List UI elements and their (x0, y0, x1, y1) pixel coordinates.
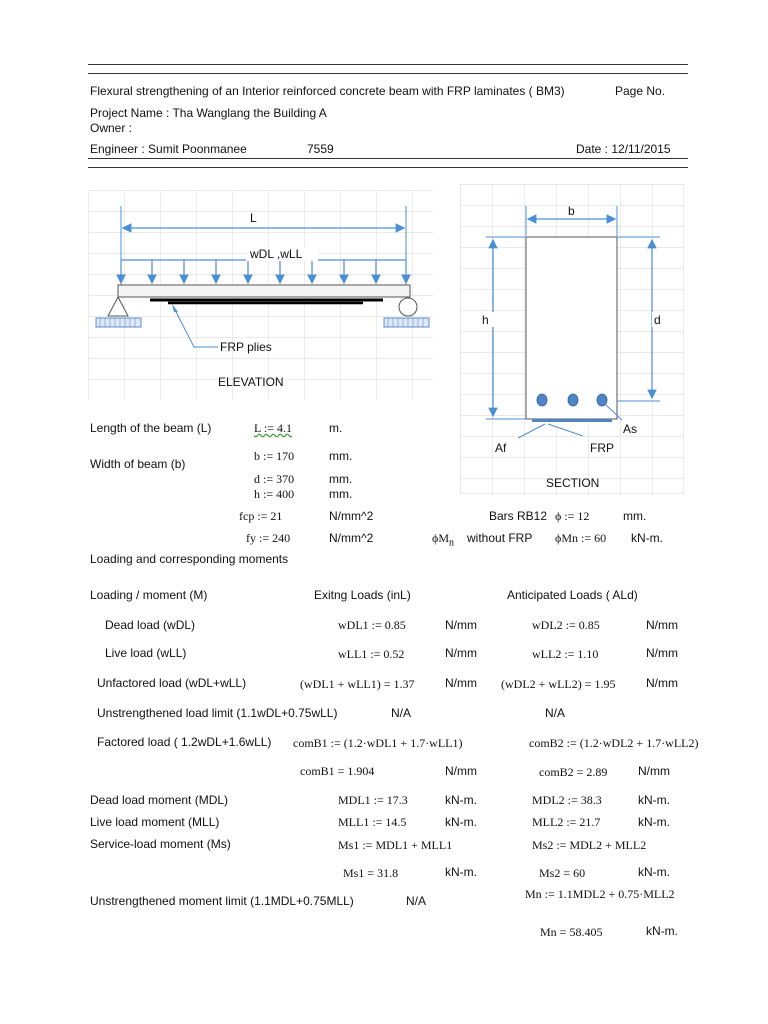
owner-label: Owner : (90, 121, 133, 135)
length-value: L := 4.1 (254, 421, 292, 435)
af-label: Af (495, 441, 507, 455)
d-label: d (654, 313, 661, 327)
elevation-diagram (88, 190, 433, 400)
rebar (568, 394, 578, 406)
frp-label: FRP (590, 441, 614, 455)
ms2-unit: kN-m. (638, 865, 670, 879)
fy-value: fy := 240 (246, 531, 291, 545)
unstrengthened-load-anticipated: N/A (545, 706, 566, 720)
comb2-definition: comB2 := (1.2·wDL2 + 1.7·wLL2) (529, 736, 699, 750)
comb2-unit: N/mm (638, 764, 670, 778)
phi-unit: mm. (623, 509, 647, 523)
beam-body (118, 285, 410, 297)
rebar (597, 394, 607, 406)
fcp-unit: N/mm^2 (329, 509, 374, 523)
frp-strip (532, 419, 612, 422)
mdl2-value: MDL2 := 38.3 (532, 793, 602, 807)
page-number-label: Page No. (615, 84, 666, 98)
mdl1-value: MDL1 := 17.3 (338, 793, 408, 807)
live-load-label: Live load (wLL) (105, 646, 187, 660)
fy-unit: N/mm^2 (329, 531, 374, 545)
unstrengthened-load-existing: N/A (391, 706, 412, 720)
unfactored-anticipated-unit: N/mm (646, 676, 678, 690)
length-unit: m. (329, 421, 343, 435)
mll2-unit: kN-m. (638, 815, 670, 829)
unstrengthened-load-label: Unstrengthened load limit (1.1wDL+0.75wLL) (97, 706, 338, 720)
unstrengthened-moment-label: Unstrengthened moment limit (1.1MDL+0.75MLL) (90, 894, 354, 908)
as-label: As (623, 422, 638, 436)
document-title: Flexural strengthening of an Interior reinforced concrete beam with FRP laminates ( BM3) (90, 84, 565, 98)
dead-load-label: Dead load (wDL) (105, 618, 196, 632)
mll1-value: MLL1 := 14.5 (338, 815, 407, 829)
height-value: h := 400 (254, 487, 295, 501)
col-header-existing: Exitng Loads (inL) (314, 588, 411, 602)
mdl1-unit: kN-m. (445, 793, 477, 807)
depth-value: d := 370 (254, 472, 295, 486)
wll2-unit: N/mm (646, 646, 678, 660)
phimn-unit: kN-m. (631, 531, 663, 545)
wll1-unit: N/mm (445, 646, 477, 660)
project-name: Project Name : Tha Wanglang the Building A (90, 106, 327, 120)
document-date: Date : 12/11/2015 (576, 142, 671, 156)
ms1-value: Ms1 = 31.8 (343, 866, 399, 880)
factored-load-label: Factored load ( 1.2wDL+1.6wLL) (97, 735, 272, 749)
ms1-definition: Ms1 := MDL1 + MLL1 (338, 838, 453, 852)
ms1-unit: kN-m. (445, 865, 477, 879)
unfactored-anticipated-value: (wDL2 + wLL2) = 1.95 (501, 677, 616, 691)
wdl1-unit: N/mm (445, 618, 477, 632)
without-frp-label: without FRP (467, 531, 533, 545)
roller-support (399, 298, 417, 316)
loading-section-title: Loading and corresponding moments (90, 552, 289, 566)
rebar (537, 394, 547, 406)
phi-value: ϕ := 12 (555, 509, 590, 523)
load-label: wDL ,wLL (250, 247, 303, 261)
comb1-unit: N/mm (445, 764, 477, 778)
engineer-id: 7559 (307, 142, 334, 156)
top-separator (88, 64, 688, 74)
width-value: b := 170 (254, 449, 295, 463)
dead-moment-label: Dead load moment (MDL) (90, 793, 229, 807)
section-diagram (460, 184, 684, 494)
live-moment-label: Live load moment (MLL) (90, 815, 220, 829)
elevation-caption: ELEVATION (218, 375, 284, 389)
mll1-unit: kN-m. (445, 815, 477, 829)
mn-definition: Mn := 1.1MDL2 + 0.75·MLL2 (525, 887, 675, 901)
b-label: b (568, 204, 575, 218)
span-label: L (250, 211, 257, 225)
fcp-value: fcp := 21 (239, 509, 283, 523)
phimn-symbol: $\phi M_n$ (432, 531, 454, 549)
phimn-value: ϕMn := 60 (555, 531, 607, 545)
beam-section (526, 237, 617, 419)
wll2-value: wLL2 := 1.10 (532, 647, 599, 661)
bars-label: Bars RB12 (489, 509, 548, 523)
depth-unit: mm. (329, 472, 353, 486)
comb2-value: comB2 = 2.89 (539, 765, 608, 779)
frp-plies-label: FRP plies (220, 340, 272, 354)
comb1-definition: comB1 := (1.2·wDL1 + 1.7·wLL1) (293, 736, 463, 750)
wll1-value: wLL1 := 0.52 (338, 647, 405, 661)
mn-unit: kN-m. (646, 924, 678, 938)
unfactored-existing-value: (wDL1 + wLL1) = 1.37 (300, 677, 415, 691)
width-unit: mm. (329, 449, 353, 463)
length-label: Length of the beam (L) (90, 421, 212, 435)
unfactored-load-label: Unfactored load (wDL+wLL) (97, 676, 247, 690)
h-label: h (482, 313, 489, 327)
section-caption: SECTION (546, 476, 600, 490)
wdl2-value: wDL2 := 0.85 (532, 618, 600, 632)
mdl2-unit: kN-m. (638, 793, 670, 807)
width-label: Width of beam (b) (90, 457, 186, 471)
unfactored-existing-unit: N/mm (445, 676, 477, 690)
comb1-value: comB1 = 1.904 (300, 764, 375, 778)
engineer-name: Engineer : Sumit Poonmanee (90, 142, 247, 156)
wdl2-unit: N/mm (646, 618, 678, 632)
wdl1-value: wDL1 := 0.85 (338, 618, 406, 632)
ms2-value: Ms2 = 60 (539, 866, 586, 880)
mn-value: Mn = 58.405 (540, 925, 603, 939)
mll2-value: MLL2 := 21.7 (532, 815, 601, 829)
service-moment-label: Service-load moment (Ms) (90, 837, 231, 851)
unstrengthened-moment-value: N/A (406, 894, 427, 908)
height-unit: mm. (329, 487, 353, 501)
ms2-definition: Ms2 := MDL2 + MLL2 (532, 838, 647, 852)
col-header-anticipated: Anticipated Loads ( ALd) (507, 588, 638, 602)
header-separator (88, 158, 688, 168)
col-header-moment: Loading / moment (M) (90, 588, 208, 602)
